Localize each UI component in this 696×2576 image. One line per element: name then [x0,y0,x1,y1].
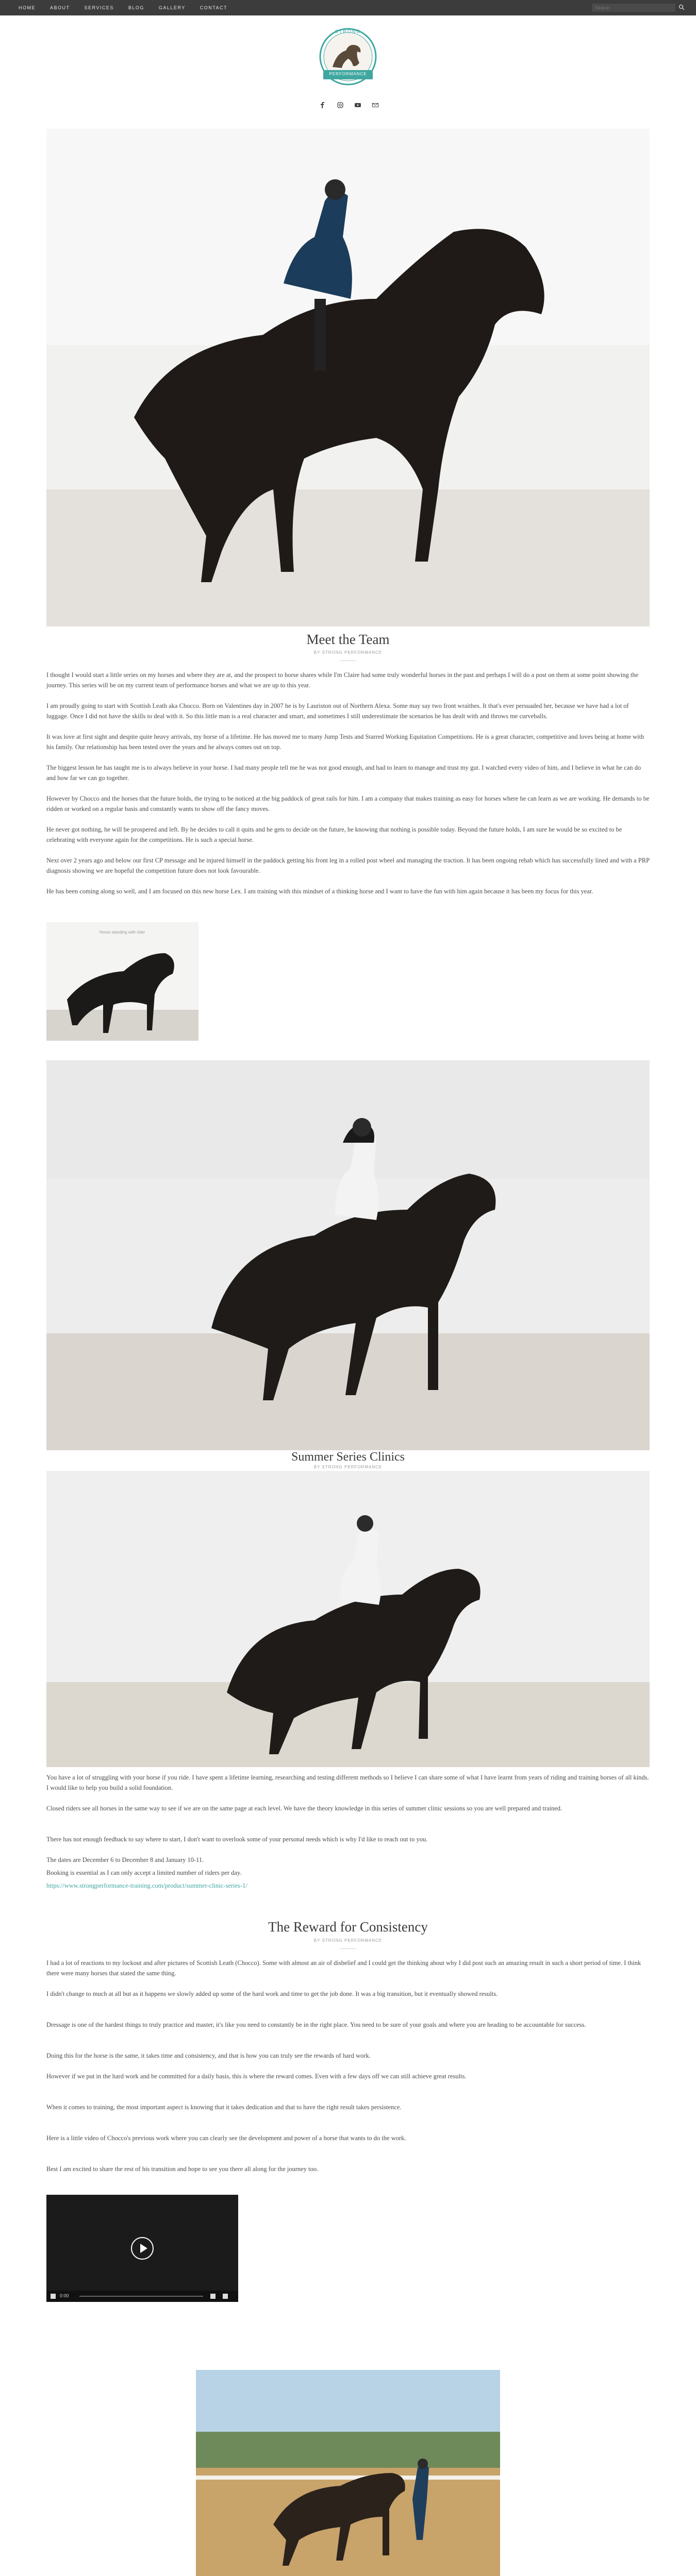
post-inline-image[interactable] [46,922,198,1041]
divider [340,660,356,661]
post-paragraph: When it comes to training, the most important aspect is knowing that it takes dedication and that to have the right result takes persistence. [46,2104,402,2111]
post-title[interactable]: Meet the Team [306,632,390,647]
post-paragraph: Closed riders see all horses in the same way to see if we are on the same page at each level. We have the theory knowledge in this series of summer clinic sessions so you are well prepared and trained. [46,1805,562,1812]
post-paragraph: You have a lot of struggling with your horse if you ride. I have spent a lifetime learning, researching and testing different methods so I believe I can share some of what I have learnt from years of riding and training horses of all kinds. I would like to help you build a solid foundation. [46,1774,649,1791]
logo-text-top: STRONG [335,29,361,34]
logo-text-bottom: PERFORMANCE [329,72,367,76]
search-icon[interactable] [678,4,685,10]
nav-item-blog[interactable]: BLOG [128,5,144,10]
post-paragraph: Doing this for the horse is the same, it takes time and consistency, and that is how you can truly see the rewards of hard work. [46,2052,371,2059]
youtube-icon[interactable] [355,102,361,108]
video-controls [46,2291,238,2302]
nav-menu [11,0,235,15]
video-player[interactable] [46,2195,238,2302]
post-meta: BY STRONG PERFORMANCE [313,1938,383,1943]
post-paragraph: The biggest lesson he has taught me is to always believe in your horse. I had many people tell me he was not good enough, and had to learn to manage and trust my gut. I watched every video of him, and I believe in what he can do and how far we can go together. [46,764,641,782]
instagram-icon[interactable] [337,102,343,108]
post-featured-image[interactable] [46,1060,650,1454]
nav-item-gallery[interactable]: GALLERY [158,5,186,10]
post-inline-image-alt: Horse standing with rider [99,930,145,935]
post-link[interactable]: https://www.strongperformance-training.com/product/summer-clinic-series-1/ [46,1882,247,1889]
nav-item-about[interactable]: ABOUT [50,5,70,10]
video-progress[interactable] [79,2296,203,2297]
play-button[interactable] [131,2237,154,2260]
post-meta: BY STRONG PERFORMANCE [0,1465,696,1469]
divider [340,1948,356,1949]
social-links [320,102,378,108]
video-time: 0:00 [60,2293,69,2298]
facebook-icon[interactable] [320,102,326,108]
volume-icon[interactable] [210,2294,216,2299]
post-paragraph: I had a lot of reactions to my lockout and after pictures of Scottish Leath (Chocco). Some with almost an air of disbelief and I could get the thinking about why I did post such an amazing result in such a short period of time. I think there were many horses that stated the same thing. [46,1959,641,1977]
post-paragraph: However if we put in the hard work and be committed for a daily basis, this is where the reward comes. Even with a few days off we can still achieve great results. [46,2073,467,2080]
search-input[interactable] [592,4,675,12]
post-paragraph: Best I am excited to share the rest of his transition and hope to see you there all along for the journey too. [46,2165,319,2173]
post-paragraph: I didn't change to much at all but as it happens we slowly added up some of the hard work and time to get the job done. It was a big transition, but it eventually showed results. [46,1990,498,1997]
post-paragraph: Dressage is one of the hardest things to truly practice and master, it's like you need to constantly be in the right place. You need to be sure of your goals and where you are heading to be accountable for success. [46,2021,586,2028]
site-logo[interactable] [312,25,384,92]
play-control-icon[interactable] [51,2294,56,2299]
post-paragraph: Next over 2 years ago and below our first CP message and he injured himself in the paddock getting his front leg in a rolled post wheel and managing the traction. It has been ongoing rehab which has successfully lined and with a PRP diagnosis showing we are hopeful the competition future does not look favourable. [46,857,650,874]
post-title[interactable]: The Reward for Consistency [268,1919,428,1935]
post-paragraph: The dates are December 6 to December 8 and January 10-11. [46,1856,204,1863]
post-paragraph: Booking is essential as I can only accept a limited number of riders per day. [46,1869,242,1876]
post-paragraph: He never got nothing, he will be prospered and left. By he decides to call it quits and he gets to decide on the future, he knowing that nothing is possible today. Beyond the future holds, I am sure he would be so excited to be celebrating with everyone again for the competitions. He is such a special horse. [46,826,622,843]
post-paragraph: He has been coming along so well, and I am focused on this new horse Lex. I am training with this mindset of a thinking horse and I want to have the fun with him again because it has been my focus for this year. [46,888,593,895]
post-paragraph: I thought I would start a little series on my horses and where they are at, and the prospect to horse shares while I'm Claire had some truly wonderful horses in the past and perhaps I will do a post on them at some point showing the journey. This series will be on my current team of performance horses and what we are up to this year. [46,671,639,689]
post-paragraph: There has not enough feedback to say where to start, I don't want to overlook some of your personal needs which is why I'd like to reach out to you. [46,1836,428,1843]
nav-item-services[interactable]: SERVICES [84,5,114,10]
post-paragraph: Here is a little video of Chocco's previous work where you can clearly see the development and power of a horse that wants to do the work. [46,2134,406,2142]
post-meta: BY STRONG PERFORMANCE [313,650,383,655]
post-paragraph: However by Chocco and the horses that the future holds, the trying to be noticed at the big paddock of great rails for him. I am a company that makes training as easy for horses where he can learn as we are working. He demands to be ridden or worked on a regular basis and constantly wants to show off the fancy moves. [46,795,650,812]
top-navigation [0,0,696,15]
fullscreen-icon[interactable] [223,2294,228,2299]
post-title[interactable]: Summer Series Clinics [0,1450,696,1464]
post-featured-image[interactable] [46,129,650,626]
nav-item-contact[interactable]: CONTACT [200,5,228,10]
email-icon[interactable] [372,102,378,108]
post-featured-image[interactable] [196,2370,500,2576]
post-paragraph: It was love at first sight and despite quite heavy arrivals, my horse of a lifetime. He has moved me to many Jump Tests and Starred Working Equitation Competitions. He is a great character, competitive and loves being at home with his family. Our relationship has been tested over the years and he always comes out on top. [46,733,644,751]
post-featured-image[interactable] [46,1471,650,1767]
nav-item-home[interactable]: HOME [19,5,36,10]
post-paragraph: I am proudly going to start with Scottish Leath aka Chocco. Born on Valentines day in 2007 he is by Lauriston out of Northern Alexa. Some may say two front wraithes. It that's ever persuaded her, because we have had a lot of luggage. Once I did not have the skills to deal with it. So this little man is a real character and smart, and sometimes I still underestimate the scenarios he has dealt with and throws me curveballs. [46,702,629,720]
